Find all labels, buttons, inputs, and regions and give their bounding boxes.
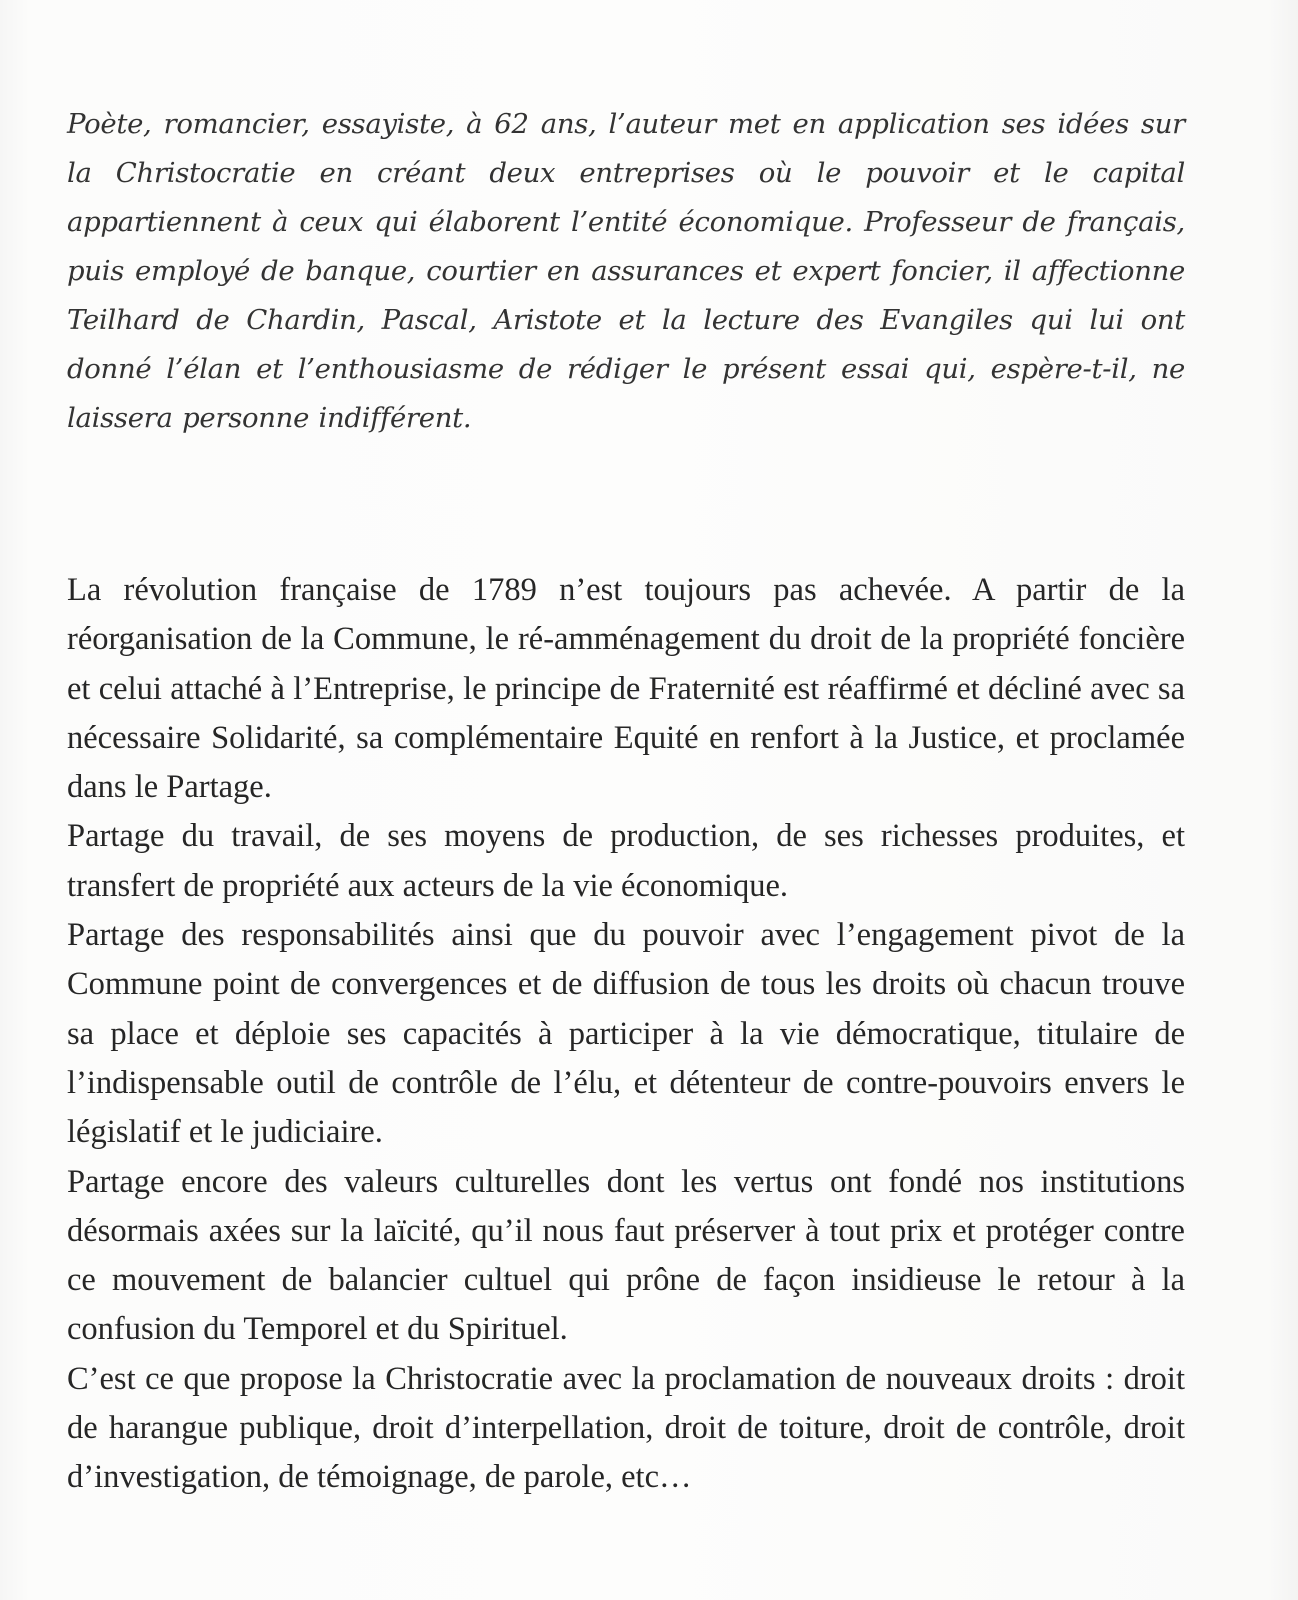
summary-paragraph-3: Partage des responsabilités ainsi que du pouvoir avec l’engagement pivot de la Commune point de convergences et de diffusion de tous les droits où chacun trouve sa place et déploie ses capacités à participer à la vie démocratique, titulaire de l’indispensable outil de contrôle de l’élu, et détenteur de contre-pouvoirs envers le législatif et le judiciaire.	[67, 917, 1185, 1151]
author-biography: Poète, romancier, essayiste, à 62 ans, l’auteur met en application ses idées sur la Christocratie en créant deux entreprises où le pouvoir et le capital appartiennent à ceux qui élaborent l’entité économique. Professeur de français, puis employé de banque, courtier en assurances et expert foncier, il affectionne Teilhard de Chardin, Pascal, Aristote et la lecture des Evangiles qui lui ont donné l’élan et l’enthousiasme de rédiger le présent essai qui, espère-t-il, ne laissera personne indifférent.	[67, 108, 1185, 434]
summary-paragraph-2: Partage du travail, de ses moyens de production, de ses richesses produites, et transfert de propriété aux acteurs de la vie économique.	[67, 818, 1185, 904]
book-summary	[67, 566, 1185, 1503]
summary-paragraph-5: C’est ce que propose la Christocratie avec la proclamation de nouveaux droits : droit de harangue publique, droit d’interpellation, droit de toiture, droit de contrôle, droit d’investigation, de témoignage, de parole, etc…	[67, 1360, 1185, 1496]
summary-paragraph-1: La révolution française de 1789 n’est toujours pas achevée. A partir de la réorganisation de la Commune, le ré-amménagement du droit de la propriété foncière et celui attaché à l’Entreprise, le principe de Fraternité est réaffirmé et décliné avec sa nécessaire Solidarité, sa complémentaire Equité en renfort à la Justice, et proclamée dans le Partage.	[67, 572, 1185, 806]
summary-paragraph-4: Partage encore des valeurs culturelles dont les vertus ont fondé nos institutions désormais axées sur la laïcité, qu’il nous faut préserver à tout prix et protéger contre ce mouvement de balancier cultuel qui prône de façon insidieuse le retour à la confusion du Temporel et du Spirituel.	[67, 1163, 1185, 1348]
